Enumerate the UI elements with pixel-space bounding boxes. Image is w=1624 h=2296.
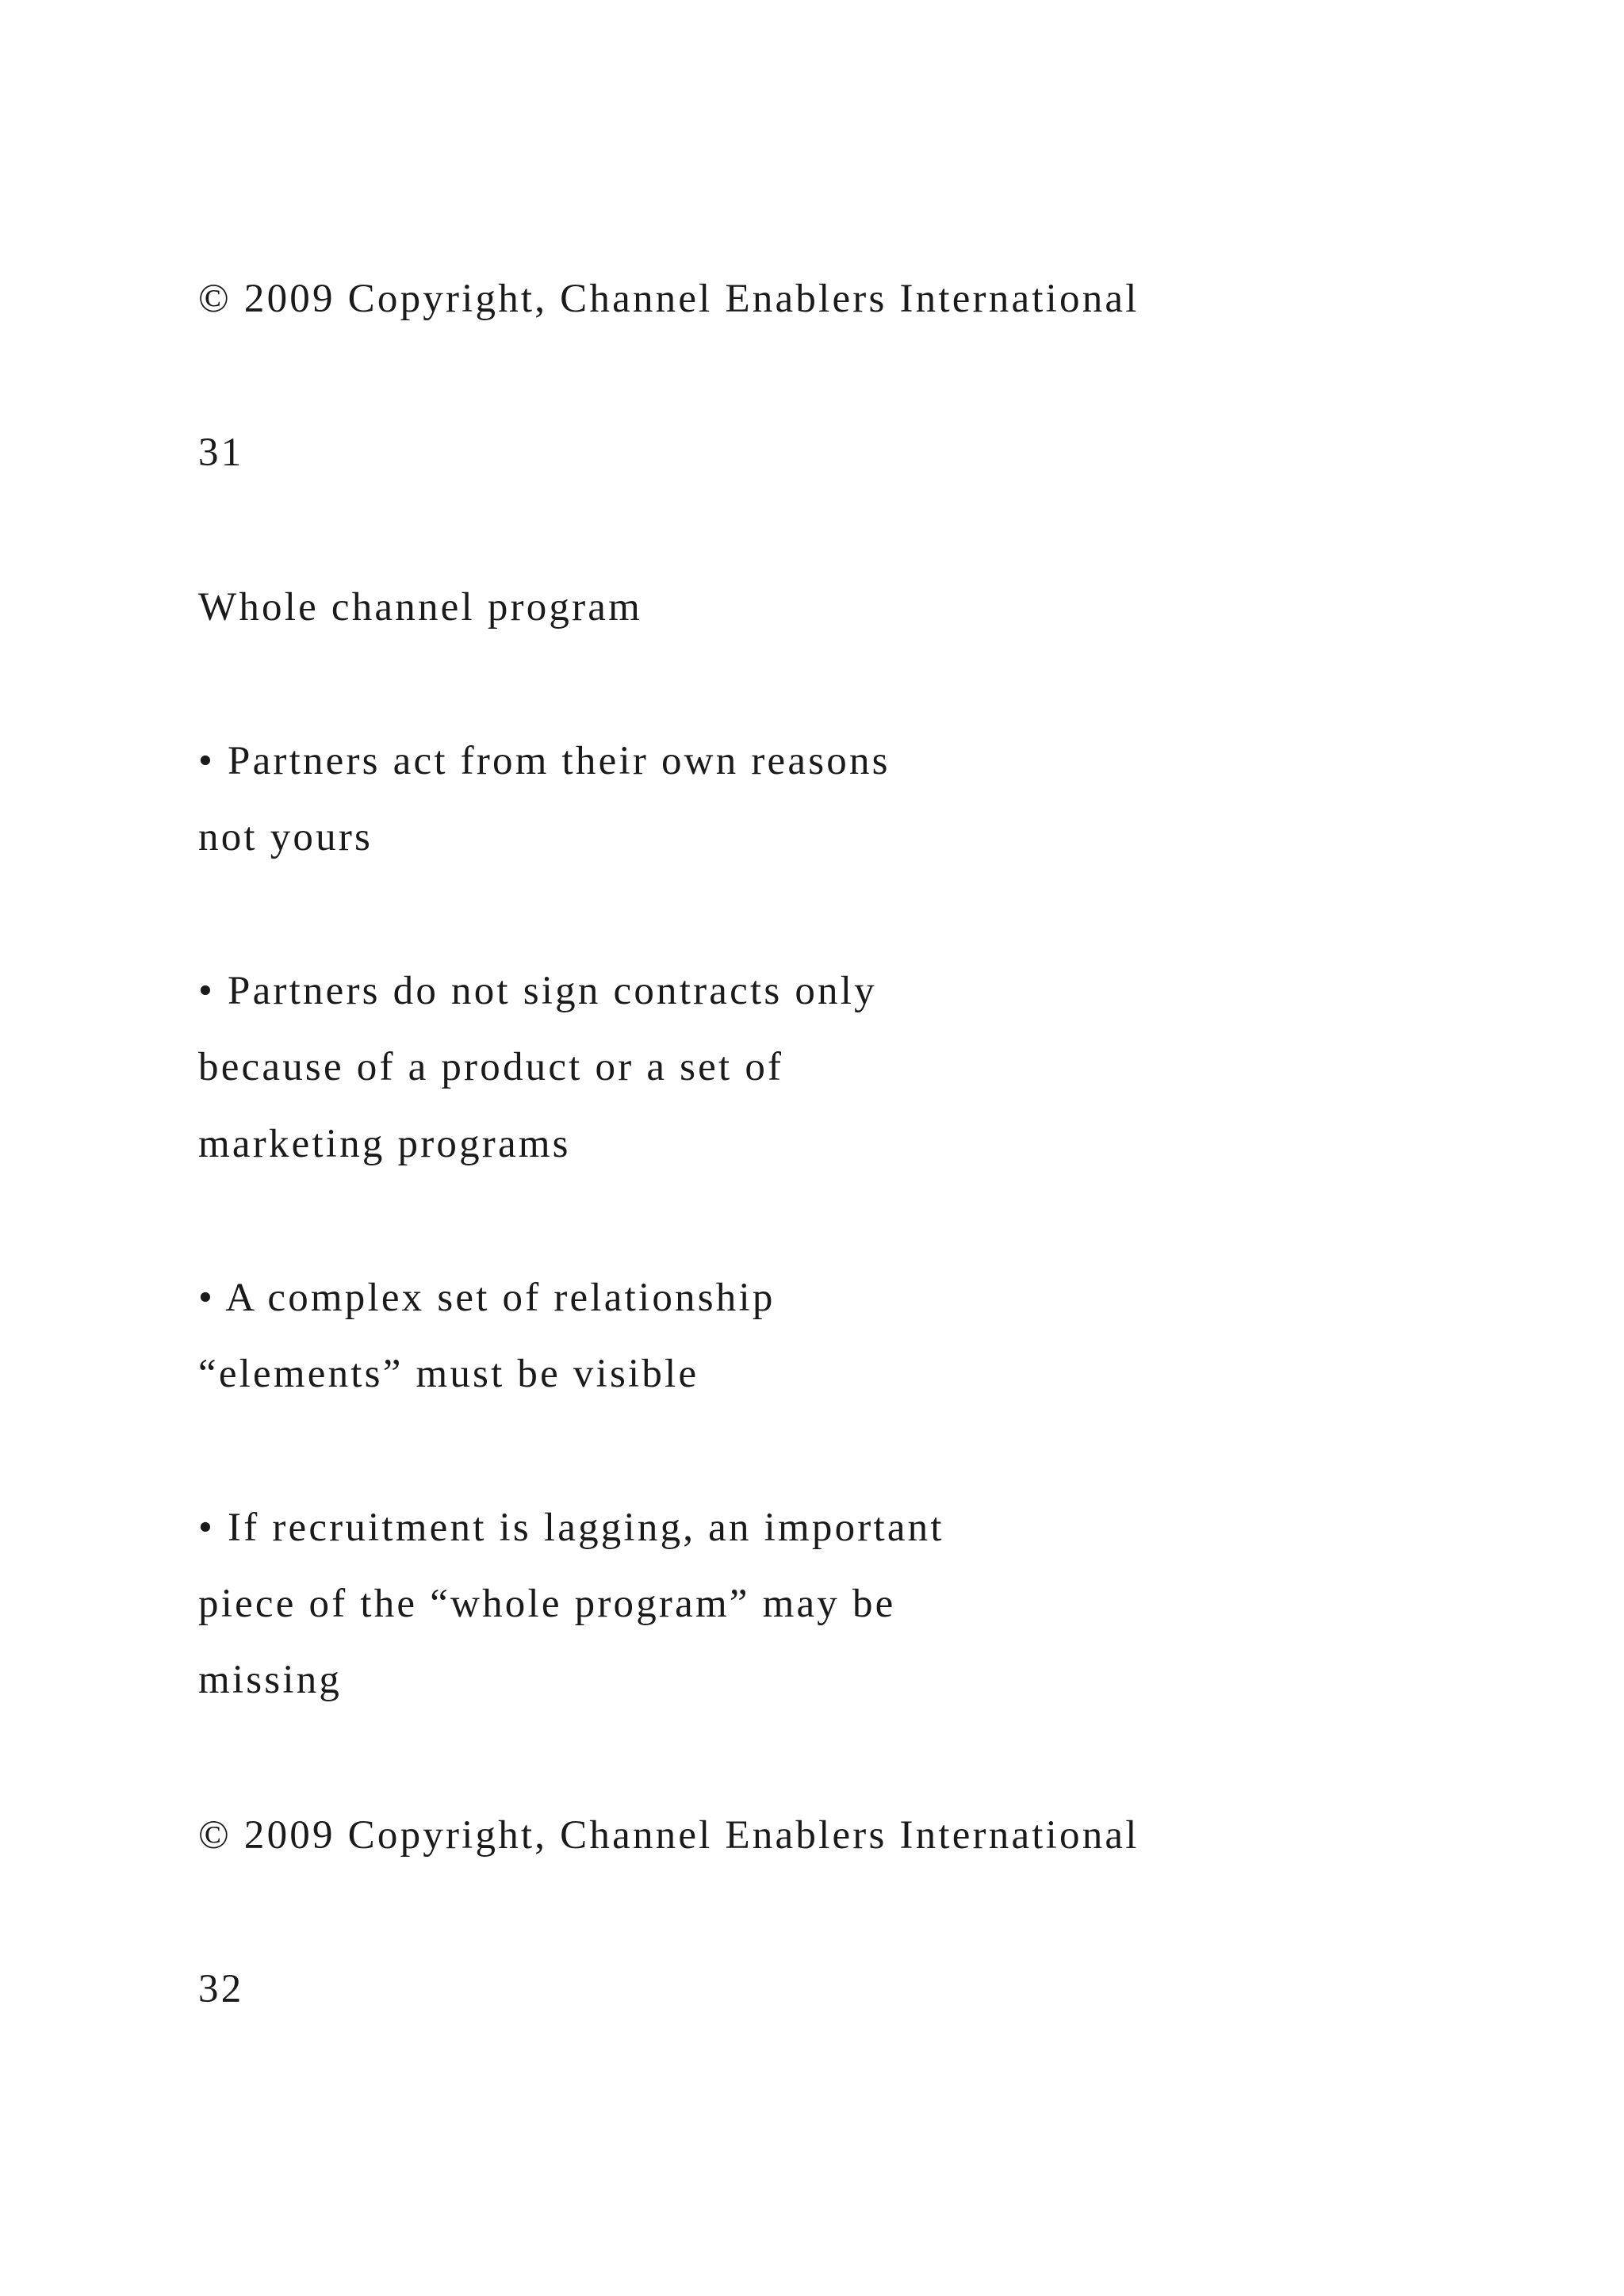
page-number-32: 32 [198,1967,244,2011]
copyright-notice-bottom: © 2009 Copyright, Channel Enablers International [198,1813,1139,1858]
bullet-line: • Partners act from their own reasons [198,739,891,783]
section-title: Whole channel program [198,585,642,629]
bullet-line: not yours [198,815,373,859]
bullet-line: “elements” must be visible [198,1352,699,1396]
bullet-line: • A complex set of relationship [198,1276,776,1320]
bullet-line: • If recruitment is lagging, an important [198,1506,944,1550]
bullet-line: piece of the “whole program” may be [198,1582,896,1626]
bullet-line: marketing programs [198,1122,571,1166]
bullet-line: missing [198,1658,343,1702]
bullet-line: • Partners do not sign contracts only [198,969,877,1013]
page-number-31: 31 [198,430,244,475]
bullet-line: because of a product or a set of [198,1045,784,1089]
copyright-notice-top: © 2009 Copyright, Channel Enablers International [198,277,1139,321]
